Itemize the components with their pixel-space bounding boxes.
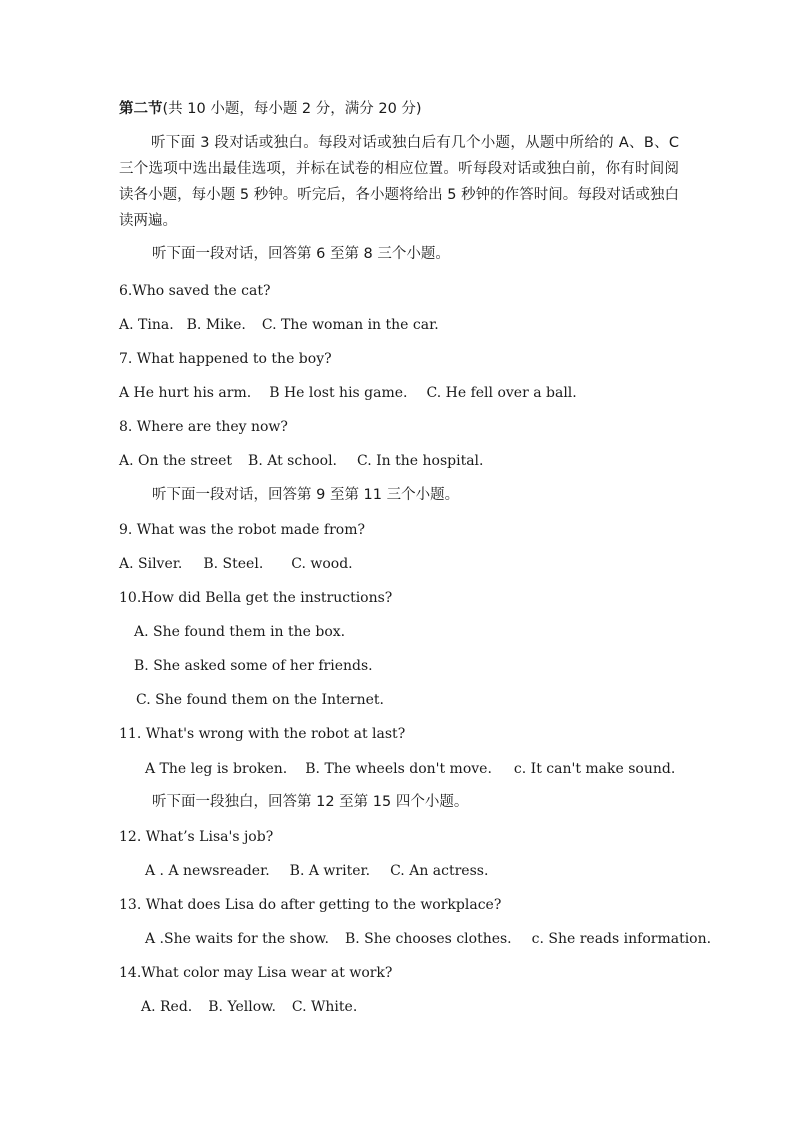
option-c: C. wood. <box>291 556 353 572</box>
question-6-options <box>119 316 439 334</box>
option-c: C. In the hospital. <box>357 453 484 469</box>
option-b: B. At school. <box>248 453 338 469</box>
option-b: B. The wheels don't move. <box>305 761 492 777</box>
question-10-option-a: A. She found them in the box. <box>134 624 346 640</box>
question-11-options <box>145 760 675 778</box>
option-b: B He lost his game. <box>269 385 408 401</box>
section-instructions: 听下面 3 段对话或独白。每段对话或独白后有几个小题，从题中所给的 A、B、C 三个选项中选出最佳选项，并标在试卷的相应位置。听每段对话或独白前，你有时间阅读各小题，每小题 5 秒钟。听完后，各小题将给出 5 秒钟的作答时间。每段对话或独白读两遍。 <box>119 135 679 229</box>
question-11: 11. What's wrong with the robot at last? <box>119 726 406 742</box>
option-a: A The leg is broken. <box>145 761 288 777</box>
option-b: B. She chooses clothes. <box>344 931 512 947</box>
question-6: 6.Who saved the cat? <box>119 283 271 299</box>
option-a: A. Red. <box>141 999 193 1015</box>
option-b: B. Mike. <box>186 317 246 333</box>
section-title-bold: 第二节 <box>119 101 163 117</box>
question-13: 13. What does Lisa do after getting to the workplace? <box>119 897 502 913</box>
question-12: 12. What’s Lisa's job? <box>119 829 274 845</box>
option-a: A. On the street <box>119 453 233 469</box>
question-7: 7. What happened to the boy? <box>119 351 332 367</box>
option-c: C. He fell over a ball. <box>426 385 577 401</box>
section-title-rest: (共 10 小题，每小题 2 分，满分 20 分) <box>162 101 422 117</box>
option-c: C. White. <box>291 999 358 1015</box>
question-14-options <box>141 998 357 1016</box>
question-8: 8. Where are they now? <box>119 419 288 435</box>
option-b: B. Steel. <box>203 556 264 572</box>
question-8-options <box>119 452 483 470</box>
option-c: C. The woman in the car. <box>261 317 439 333</box>
option-a: A. Tina. <box>119 317 174 333</box>
group-prompt-2: 听下面一段对话，回答第 9 至第 11 三个小题。 <box>152 487 460 503</box>
option-b: B. A writer. <box>289 863 371 879</box>
option-c: C. An actress. <box>390 863 489 879</box>
question-10-option-b: B. She asked some of her friends. <box>134 658 373 674</box>
option-c: c. It can't make sound. <box>513 761 676 777</box>
option-a: A. Silver. <box>119 556 183 572</box>
question-13-options <box>145 930 711 948</box>
group-prompt-3: 听下面一段独白，回答第 12 至第 15 四个小题。 <box>152 794 469 810</box>
option-a: A .She waits for the show. <box>145 931 329 947</box>
question-7-options <box>119 384 577 402</box>
option-b: B. Yellow. <box>208 999 276 1015</box>
option-c: c. She reads information. <box>531 931 712 947</box>
option-a: A . A newsreader. <box>145 863 270 879</box>
question-9: 9. What was the robot made from? <box>119 522 365 538</box>
section-heading <box>119 99 422 118</box>
question-10: 10.How did Bella get the instructions? <box>119 590 393 606</box>
question-10-option-c: C. She found them on the Internet. <box>136 692 384 708</box>
group-prompt-1: 听下面一段对话，回答第 6 至第 8 三个小题。 <box>152 246 450 262</box>
question-12-options <box>145 862 488 880</box>
option-a: A He hurt his arm. <box>119 385 252 401</box>
question-9-options <box>119 555 353 573</box>
question-14: 14.What color may Lisa wear at work? <box>119 965 393 981</box>
